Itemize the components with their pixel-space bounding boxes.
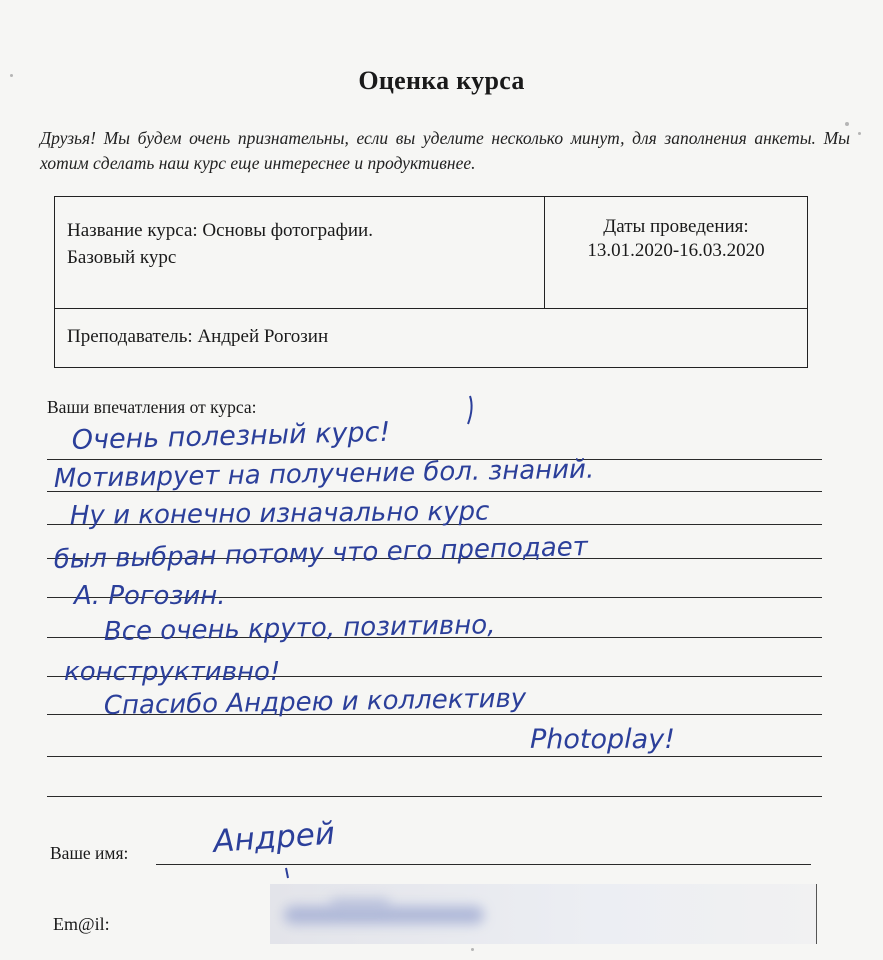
dates-label: Даты проведения:	[603, 216, 749, 237]
teacher-cell: Преподаватель: Андрей Рогозин	[67, 326, 329, 347]
email-label: Em@il:	[53, 914, 110, 934]
handwritten-line: Все очень круто, позитивно,	[103, 610, 496, 647]
redaction-blur	[330, 898, 390, 910]
handwritten-line: Photoplay!	[530, 724, 676, 755]
course-name-line1: Название курса: Основы фотографии.	[67, 220, 373, 241]
handwritten-line: Очень полезный курс!	[71, 416, 391, 456]
dates-value: 13.01.2020-16.03.2020	[587, 240, 765, 261]
scan-speck	[858, 132, 861, 135]
scan-speck	[10, 74, 13, 77]
handwritten-name: Андрей	[212, 815, 337, 860]
scan-speck	[471, 948, 474, 951]
ink-stroke	[468, 396, 472, 424]
handwritten-line: Ну и конечно изначально курс	[69, 496, 490, 531]
impressions-label: Ваши впечатления от курса:	[47, 397, 257, 417]
scan-speck	[845, 122, 849, 126]
handwritten-line: Мотивирует на получение бол. знаний.	[53, 454, 595, 494]
ink-stroke	[286, 868, 288, 878]
handwritten-line: был выбран потому что его преподает	[53, 531, 589, 575]
email-redacted-area	[270, 884, 817, 944]
form-title: Оценка курса	[358, 66, 525, 95]
course-name-line2: Базовый курс	[67, 247, 177, 268]
name-label: Ваше имя:	[50, 843, 129, 863]
handwritten-line: А. Рогозин.	[74, 581, 226, 611]
handwritten-line: Спасибо Андрею и коллективу	[103, 683, 527, 721]
intro-text: Друзья! Мы будем очень признательны, если вы уделите несколько минут, для заполнения анкеты. Мы хотим сделать наш курс еще интереснее и продуктивнее.	[40, 128, 850, 173]
name-line	[156, 864, 811, 865]
handwritten-line: конструктивно!	[64, 657, 281, 687]
